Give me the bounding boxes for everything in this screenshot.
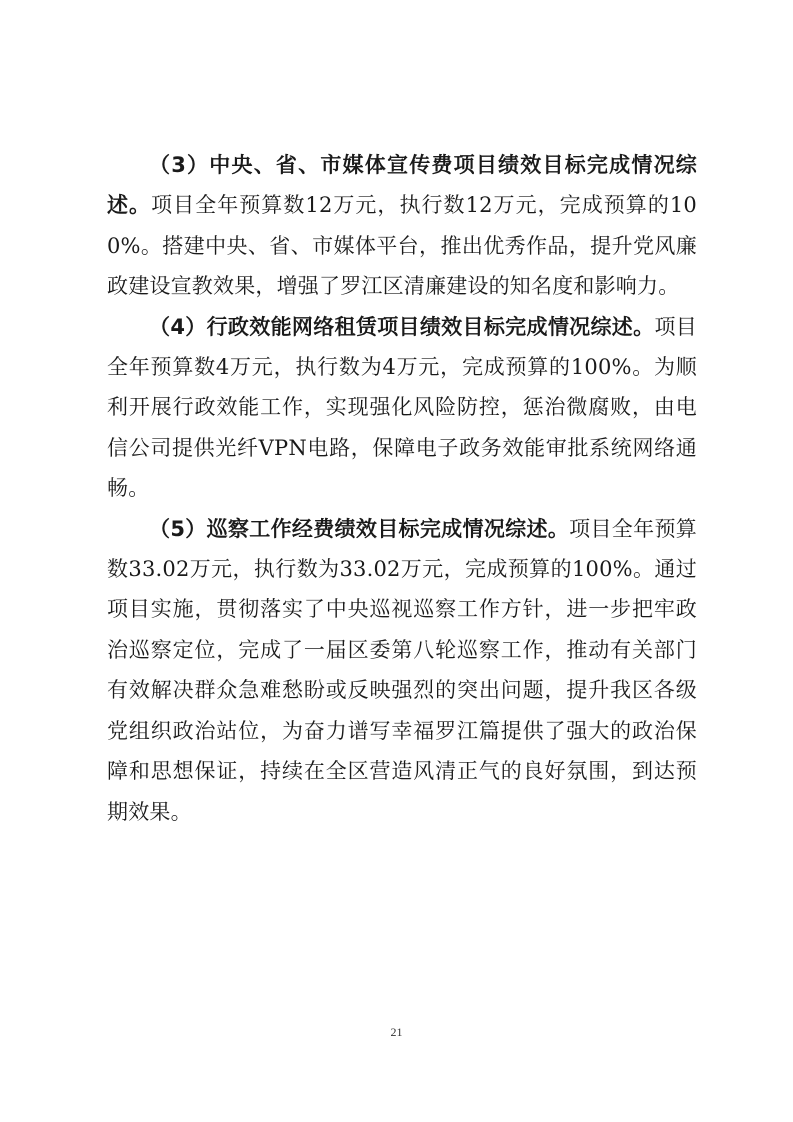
paragraph-body: 项目全年预算数33.02万元，执行数为33.02万元，完成预算的100%。通过项目实施，贯彻落实了中央巡视巡察工作方针，进一步把牢政治巡察定位，完成了一届区委第八轮巡察工作，推动有关部门有效解决群众急难愁盼或反映强烈的突出问题，提升我区各级党组织政治站位，为奋力谱写幸福罗江篇提供了强大的政治保障和思想保证，持续在全区营造风清正气的良好氛围，到达预期效果。 xyxy=(107,516,697,824)
paragraph-heading: （5）巡察工作经费绩效目标完成情况综述。 xyxy=(149,516,570,541)
paragraph-inspection-funds xyxy=(107,509,697,832)
paragraph-body: 项目全年预算数12万元，执行数12万元，完成预算的100%。搭建中央、省、市媒体平台，推出优秀作品，提升党风廉政建设宣教效果，增强了罗江区清廉建设的知名度和影响力。 xyxy=(107,193,697,299)
paragraph-heading: （3）中央、省、市媒体宣传费项目绩效目标完成情况综述。 xyxy=(107,153,697,218)
paragraph-media-publicity xyxy=(107,145,697,307)
paragraph-heading: （4）行政效能网络租赁项目绩效目标完成情况综述。 xyxy=(149,314,655,339)
paragraph-body: 项目全年预算数4万元，执行数为4万元，完成预算的100%。为顺利开展行政效能工作，实现强化风险防控，惩治微腐败，由电信公司提供光纤VPN电路，保障电子政务效能审批系统网络通畅。 xyxy=(107,314,697,501)
paragraph-network-lease xyxy=(107,307,697,509)
page-number: 21 xyxy=(390,1025,403,1039)
text-block xyxy=(107,145,697,832)
